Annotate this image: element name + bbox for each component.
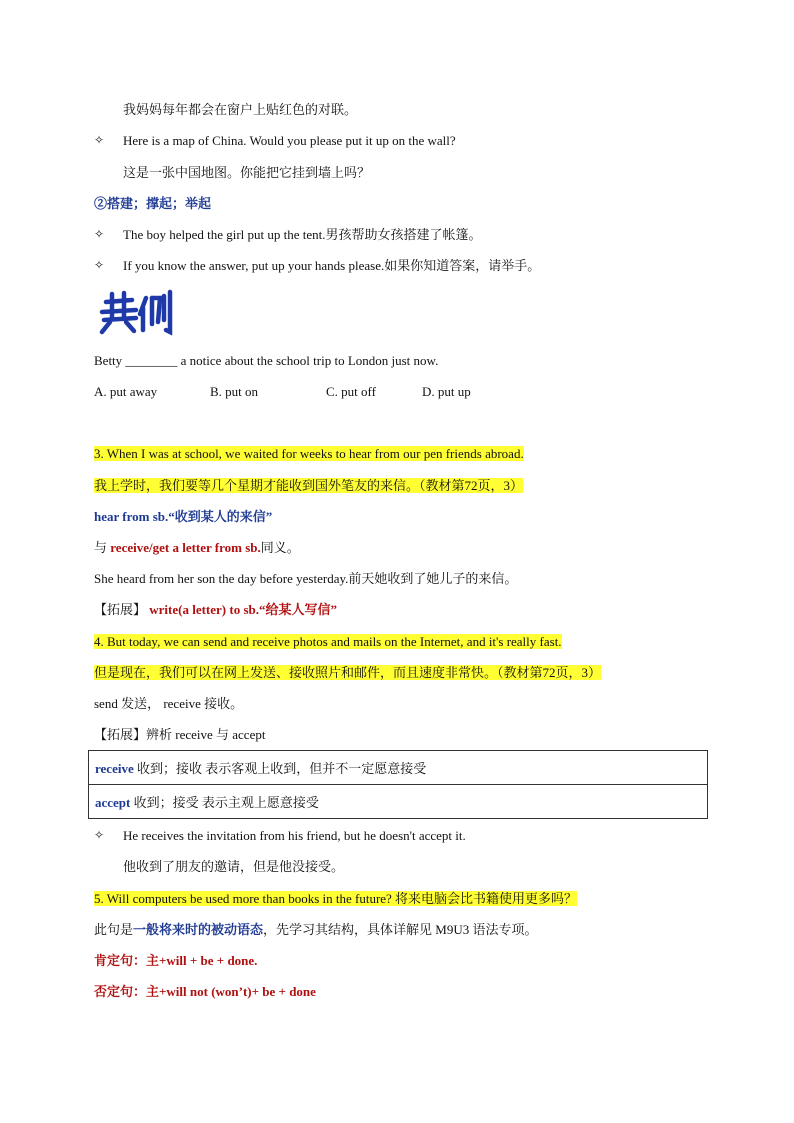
- synonym-note: 与 receive/get a letter from sb.同义。: [94, 540, 300, 555]
- example-sentence: Here is a map of China. Would you please put it up on the wall?: [123, 133, 456, 148]
- extension-note: 【拓展】辨析 receive 与 accept: [94, 727, 266, 742]
- bullet-icon: ✧: [94, 258, 105, 272]
- option-c: C. put off: [326, 384, 376, 399]
- grammar-note: 此句是一般将来时的被动语态，先学习其结构，具体详解见 M9U3 语法专项。: [94, 922, 538, 937]
- table-cell: accept 收到；接受 表示主观上愿意接受: [89, 785, 708, 819]
- table-row: [89, 751, 708, 785]
- comparison-table: [88, 750, 708, 819]
- meaning-heading: ②搭建；撑起；举起: [94, 196, 212, 211]
- option-b: B. put on: [210, 384, 259, 399]
- text-line: 我妈妈每年都会在窗户上贴红色的对联。: [123, 102, 358, 117]
- example-sentence: He receives the invitation from his friend, but he doesn't accept it.: [123, 828, 466, 843]
- section-4-heading: 4. But today, we can send and receive photos and mails on the Internet, and it's really fast.: [94, 634, 562, 649]
- table-row: [89, 785, 708, 819]
- section-4-translation: 但是现在，我们可以在网上发送、接收照片和邮件，而且速度非常快。（教材第72页，3）: [94, 665, 602, 680]
- negative-structure: 否定句：主+will not (won’t)+ be + done: [94, 984, 316, 999]
- text-line: send 发送， receive 接收。: [94, 696, 244, 711]
- section-5-heading: 5. Will computers be used more than books in the future? 将来电脑会比书籍使用更多吗？: [94, 891, 578, 906]
- exercise-options: [94, 382, 471, 402]
- option-a: A. put away: [94, 384, 158, 399]
- bullet-icon: ✧: [94, 133, 105, 147]
- example-sentence: She heard from her son the day before yesterday.前天她收到了她儿子的来信。: [94, 571, 518, 586]
- phrase-heading: hear from sb.“收到某人的来信”: [94, 509, 273, 524]
- table-cell: receive 收到；接收 表示客观上收到，但并不一定愿意接受: [89, 751, 708, 785]
- section-3-translation: 我上学时，我们要等几个星期才能收到国外笔友的来信。（教材第72页，3）: [94, 478, 524, 493]
- affirmative-structure: 肯定句：主+will + be + done.: [94, 953, 258, 968]
- example-sentence: The boy helped the girl put up the tent.男孩帮助女孩搭建了帐篷。: [123, 227, 482, 242]
- bullet-icon: ✧: [94, 227, 105, 241]
- extension-note: 【拓展】 write(a letter) to sb.“给某人写信”: [94, 602, 337, 617]
- option-d: D. put up: [422, 384, 471, 399]
- example-sentence: If you know the answer, put up your hands please.如果你知道答案，请举手。: [123, 258, 541, 273]
- section-3-heading: 3. When I was at school, we waited for weeks to hear from our pen friends abroad.: [94, 446, 524, 461]
- example-logo-icon: [96, 288, 176, 336]
- text-line: 他收到了朋友的邀请，但是他没接受。: [123, 859, 345, 874]
- bullet-icon: ✧: [94, 828, 105, 842]
- exercise-question: Betty ________ a notice about the school trip to London just now.: [94, 353, 439, 368]
- text-line: 这是一张中国地图。你能把它挂到墙上吗？: [123, 165, 371, 180]
